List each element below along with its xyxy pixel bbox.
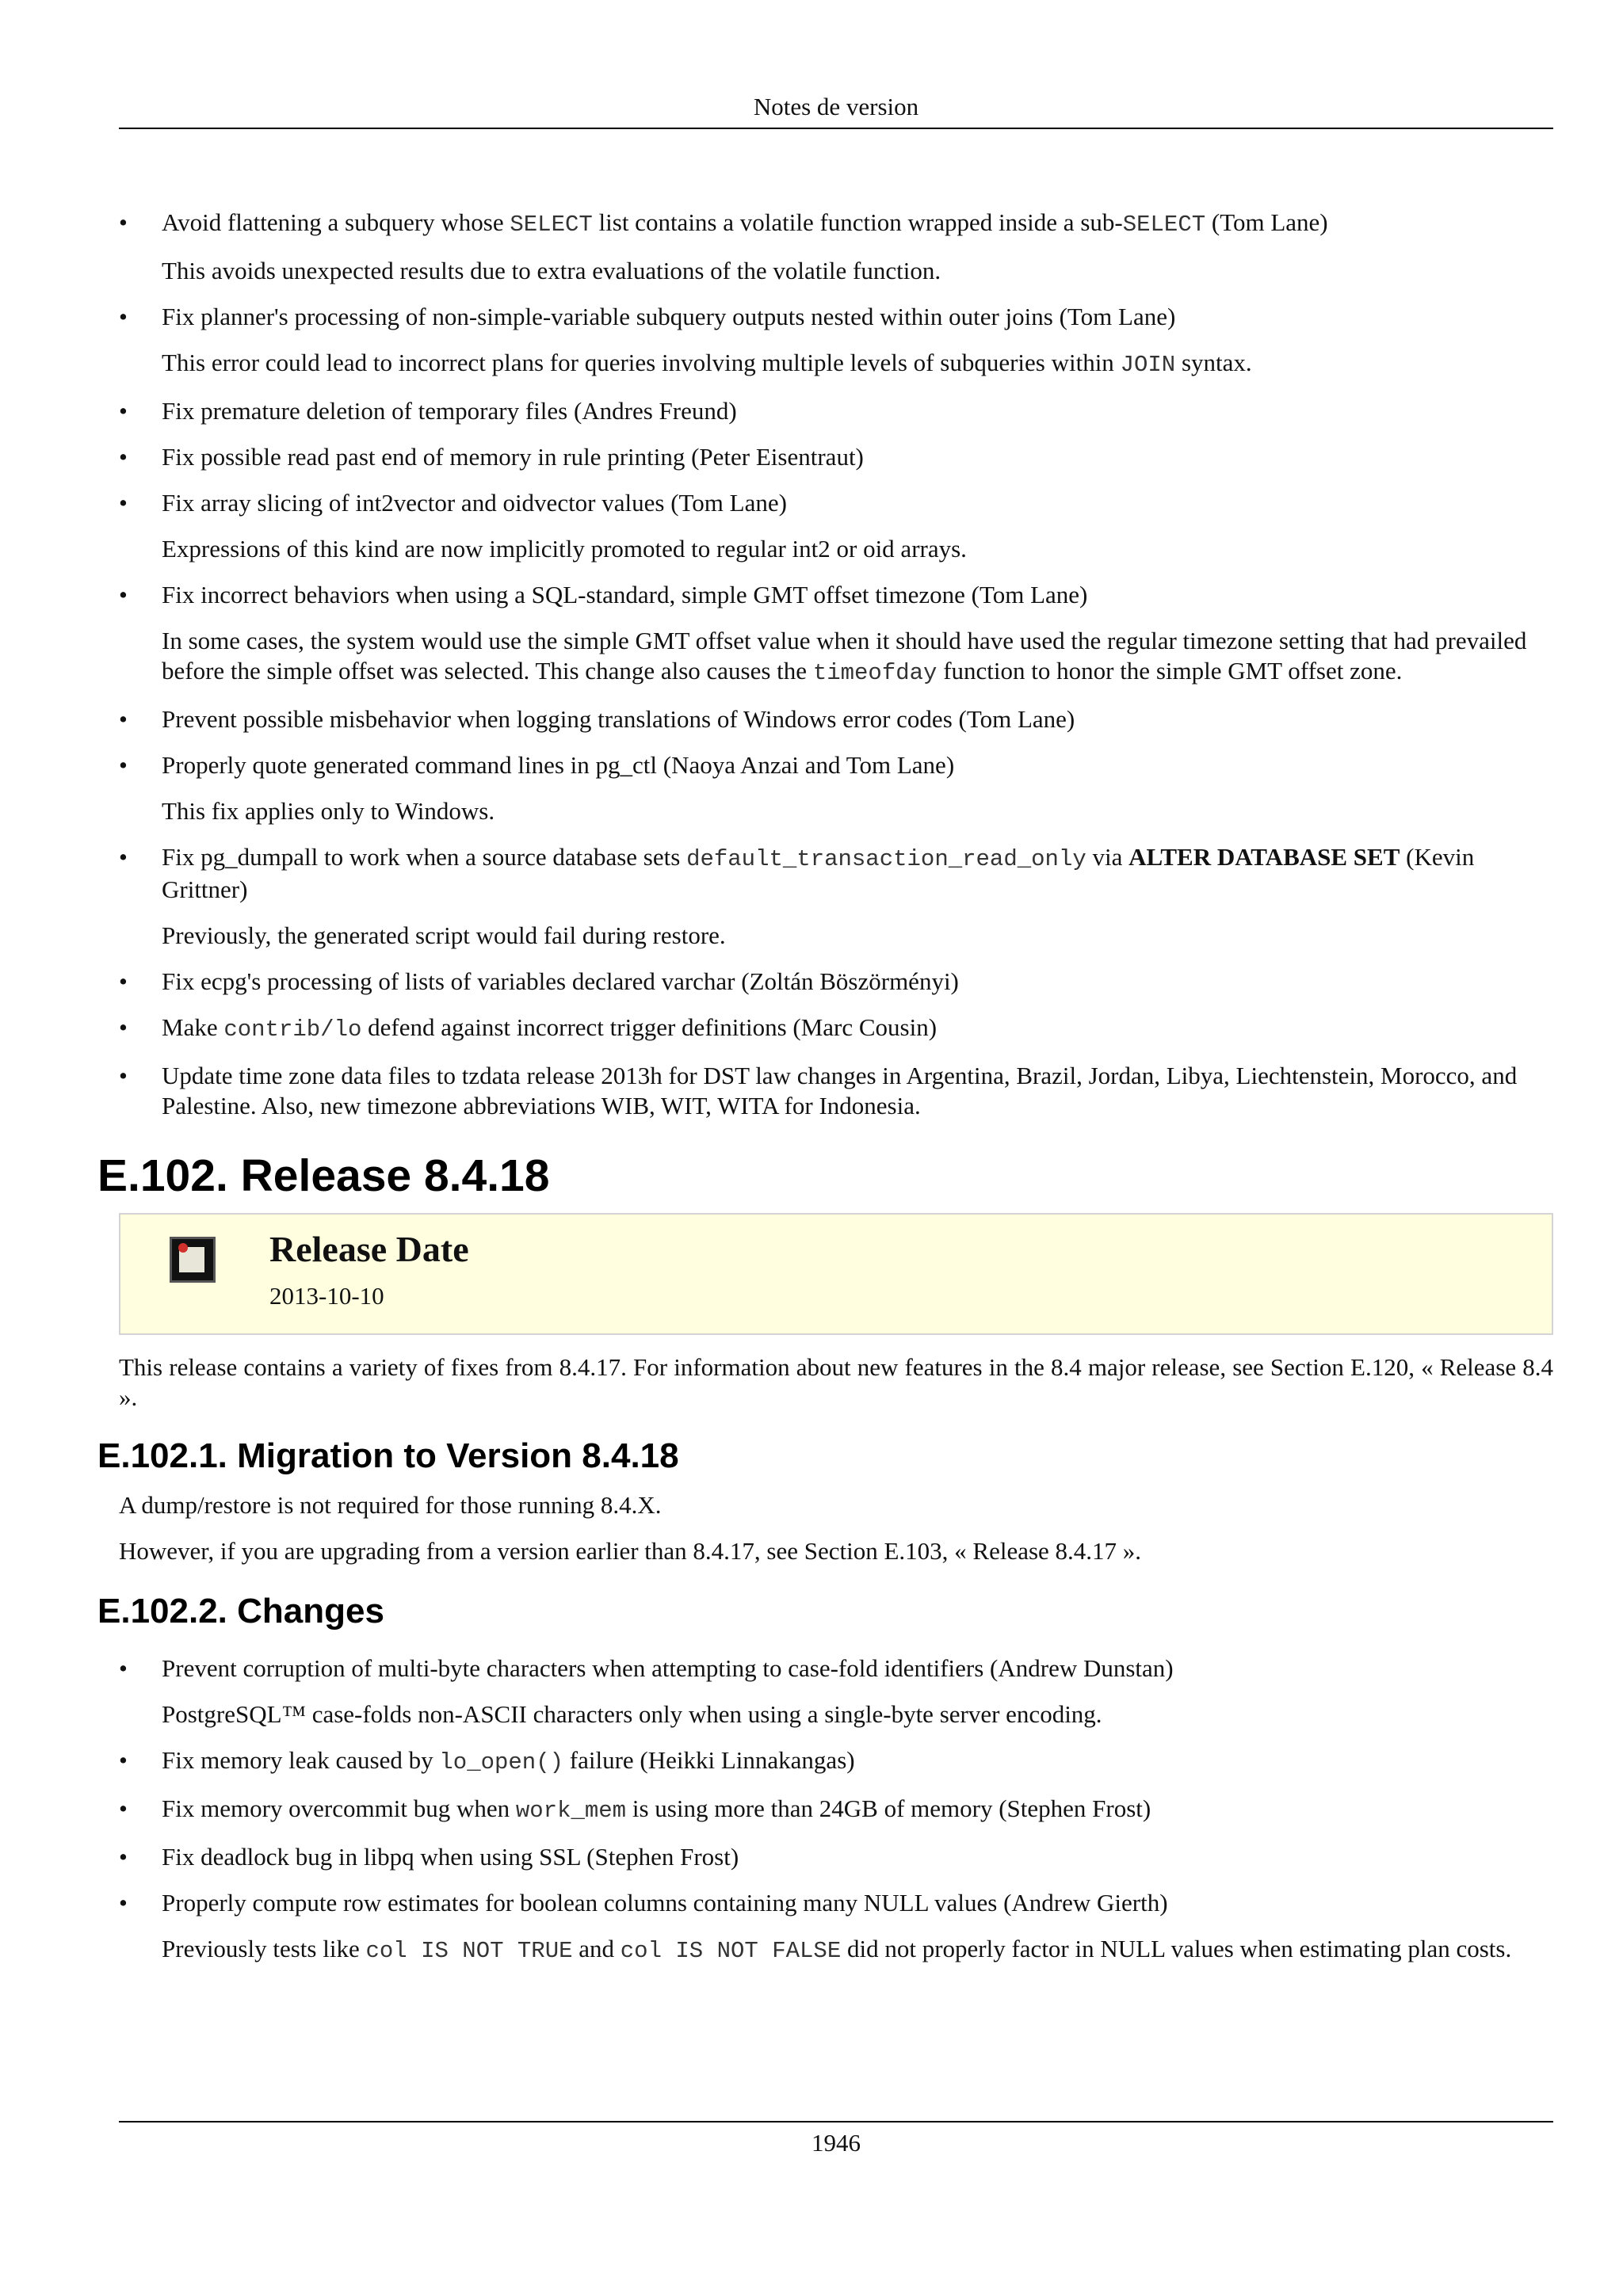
bullet-marker: • [119, 751, 128, 779]
text-run: This fix applies only to Windows. [162, 797, 495, 825]
list-item [119, 208, 1553, 286]
bullet-marker: • [119, 705, 128, 733]
item-main-text [162, 967, 1553, 997]
text-run: This avoids unexpected results due to extra evaluations of the volatile function. [162, 257, 941, 284]
item-main-text [162, 1061, 1553, 1121]
text-run: Update time zone data files to tzdata release 2013h for DST law changes in Argentina, Brazil, Jordan, Libya, Liechtenstein, Morocco, and Palestine. Also, new timezone abbreviations WIB, WIT, WITA for Indonesia. [162, 1062, 1518, 1119]
bullet-marker: • [119, 1794, 128, 1822]
text-run: Fix memory overcommit bug when [162, 1794, 516, 1822]
release-notes-list-8-4-19 [119, 208, 1553, 1121]
item-note-text [162, 256, 1553, 286]
bold-command: ALTER DATABASE SET [1128, 843, 1400, 871]
item-main-text [162, 1745, 1553, 1778]
list-item [119, 967, 1553, 997]
text-run: Expressions of this kind are now implicitly promoted to regular int2 or oid arrays. [162, 535, 967, 563]
list-item [119, 704, 1553, 734]
item-main-text [162, 396, 1553, 426]
text-run: Fix planner's processing of non-simple-variable subquery outputs nested within outer joins (Tom Lane) [162, 303, 1176, 330]
text-run: This error could lead to incorrect plans for queries involving multiple levels of subqueries within [162, 349, 1121, 376]
list-item [119, 1842, 1553, 1872]
page-content [97, 208, 1553, 1982]
changes-list [119, 1653, 1553, 1966]
text-run: did not properly factor in NULL values when estimating plan costs. [841, 1935, 1512, 1962]
release-intro: This release contains a variety of fixes from 8.4.17. For information about new features in the 8.4 major release, see Section E.120, « Release 8.4 ». [119, 1353, 1553, 1411]
inline-code: timeofday [812, 660, 938, 686]
list-item [119, 750, 1553, 826]
inline-code: col IS NOT FALSE [620, 1938, 842, 1964]
item-main-text [162, 580, 1553, 610]
list-item [119, 842, 1553, 951]
text-run: Prevent possible misbehavior when logging translations of Windows error codes (Tom Lane) [162, 705, 1075, 733]
item-main-text [162, 1653, 1553, 1684]
release-date-title: Release Date [269, 1229, 469, 1269]
bullet-marker: • [119, 581, 128, 608]
text-run: defend against incorrect trigger definitions (Marc Cousin) [361, 1013, 938, 1041]
item-main-text [162, 208, 1553, 240]
list-item [119, 1013, 1553, 1045]
text-run: Fix array slicing of int2vector and oidvector values (Tom Lane) [162, 489, 787, 517]
bullet-marker: • [119, 489, 128, 517]
text-run: Properly compute row estimates for boolean columns containing many NULL values (Andrew Gierth) [162, 1889, 1168, 1917]
bullet-marker: • [119, 303, 128, 330]
list-item [119, 1745, 1553, 1778]
bullet-marker: • [119, 843, 128, 871]
item-note-text [162, 348, 1553, 380]
list-item [119, 396, 1553, 426]
item-main-text [162, 1013, 1553, 1045]
text-run: Fix deadlock bug in libpq when using SSL (Stephen Frost) [162, 1843, 739, 1871]
section-heading-release: E.102. Release 8.4.18 [97, 1150, 550, 1201]
changes-heading: E.102.2. Changes [97, 1592, 384, 1630]
item-main-text [162, 488, 1553, 518]
text-run: PostgreSQL™ case-folds non-ASCII characters only when using a single-byte server encoding. [162, 1700, 1102, 1728]
text-run: Fix memory leak caused by [162, 1746, 440, 1774]
text-run: In some cases, the system would use the simple GMT offset value when it should have used the regular timezone setting that had prevailed before the simple offset was selected. This change also causes the [162, 627, 1527, 685]
page-footer [119, 2121, 1553, 2159]
item-note-text [162, 626, 1553, 688]
bullet-marker: • [119, 1654, 128, 1682]
list-item [119, 1653, 1553, 1730]
text-run: (Kevin Grittner) [162, 843, 1475, 903]
release-date-box [119, 1213, 1553, 1335]
text-run: Avoid flattening a subquery whose [162, 208, 510, 236]
inline-code: lo_open() [439, 1749, 564, 1775]
text-run: list contains a volatile function wrapped inside a sub- [592, 208, 1123, 236]
bullet-marker: • [119, 1062, 128, 1089]
bullet-marker: • [119, 1889, 128, 1917]
text-run: and [572, 1935, 621, 1962]
bullet-marker: • [119, 1013, 128, 1041]
note-icon [170, 1237, 216, 1283]
item-main-text [162, 1794, 1553, 1826]
item-note-text [162, 534, 1553, 564]
item-main-text [162, 842, 1553, 905]
list-item [119, 1061, 1553, 1121]
text-run: Prevent corruption of multi-byte characters when attempting to case-fold identifiers (Andrew Dunstan) [162, 1654, 1174, 1682]
list-item [119, 488, 1553, 564]
text-run: syntax. [1175, 349, 1252, 376]
item-note-text [162, 1934, 1553, 1966]
release-date-value: 2013-10-10 [269, 1282, 384, 1310]
list-item [119, 302, 1553, 380]
item-main-text [162, 750, 1553, 780]
item-main-text [162, 704, 1553, 734]
item-note-text [162, 921, 1553, 951]
pin-shape [178, 1243, 188, 1253]
page-header [119, 91, 1553, 129]
item-note-text [162, 1699, 1553, 1730]
bullet-marker: • [119, 443, 128, 471]
text-run: Fix premature deletion of temporary files (Andres Freund) [162, 397, 737, 425]
list-item [119, 580, 1553, 688]
bullet-marker: • [119, 208, 128, 236]
text-run: is using more than 24GB of memory (Stephen Frost) [626, 1794, 1151, 1822]
bullet-marker: • [119, 1843, 128, 1871]
bullet-marker: • [119, 397, 128, 425]
migration-paragraph-2: However, if you are upgrading from a version earlier than 8.4.17, see Section E.103, « Release 8.4.17 ». [119, 1537, 1142, 1565]
header-title: Notes de version [753, 93, 919, 120]
inline-code: SELECT [510, 212, 593, 238]
text-run: Fix incorrect behaviors when using a SQL-standard, simple GMT offset timezone (Tom Lane) [162, 581, 1088, 608]
bullet-marker: • [119, 1746, 128, 1774]
item-main-text [162, 302, 1553, 332]
inline-code: contrib/lo [223, 1016, 362, 1043]
list-item [119, 442, 1553, 472]
page-number: 1946 [812, 2129, 861, 2157]
item-main-text [162, 1888, 1553, 1918]
item-note-text [162, 796, 1553, 826]
bullet-marker: • [119, 967, 128, 995]
text-run: Previously, the generated script would fail during restore. [162, 921, 726, 949]
inline-code: JOIN [1120, 352, 1176, 378]
inline-code: col IS NOT TRUE [365, 1938, 573, 1964]
text-run: Previously tests like [162, 1935, 366, 1962]
migration-heading: E.102.1. Migration to Version 8.4.18 [97, 1436, 679, 1475]
inline-code: default_transaction_read_only [686, 846, 1086, 872]
text-run: Fix possible read past end of memory in rule printing (Peter Eisentraut) [162, 443, 864, 471]
text-run: Fix ecpg's processing of lists of variables declared varchar (Zoltán Böszörményi) [162, 967, 959, 995]
inline-code: work_mem [515, 1798, 627, 1824]
text-run: (Tom Lane) [1205, 208, 1328, 236]
text-run: Fix pg_dumpall to work when a source database sets [162, 843, 687, 871]
text-run: failure (Heikki Linnakangas) [563, 1746, 855, 1774]
list-item [119, 1794, 1553, 1826]
inline-code: SELECT [1122, 212, 1206, 238]
text-run: function to honor the simple GMT offset zone. [937, 657, 1403, 685]
item-main-text [162, 1842, 1553, 1872]
migration-paragraph-1: A dump/restore is not required for those running 8.4.X. [119, 1491, 662, 1519]
list-item [119, 1888, 1553, 1966]
text-run: Make [162, 1013, 224, 1041]
item-main-text [162, 442, 1553, 472]
text-run: Properly quote generated command lines in pg_ctl (Naoya Anzai and Tom Lane) [162, 751, 955, 779]
text-run: via [1086, 843, 1129, 871]
